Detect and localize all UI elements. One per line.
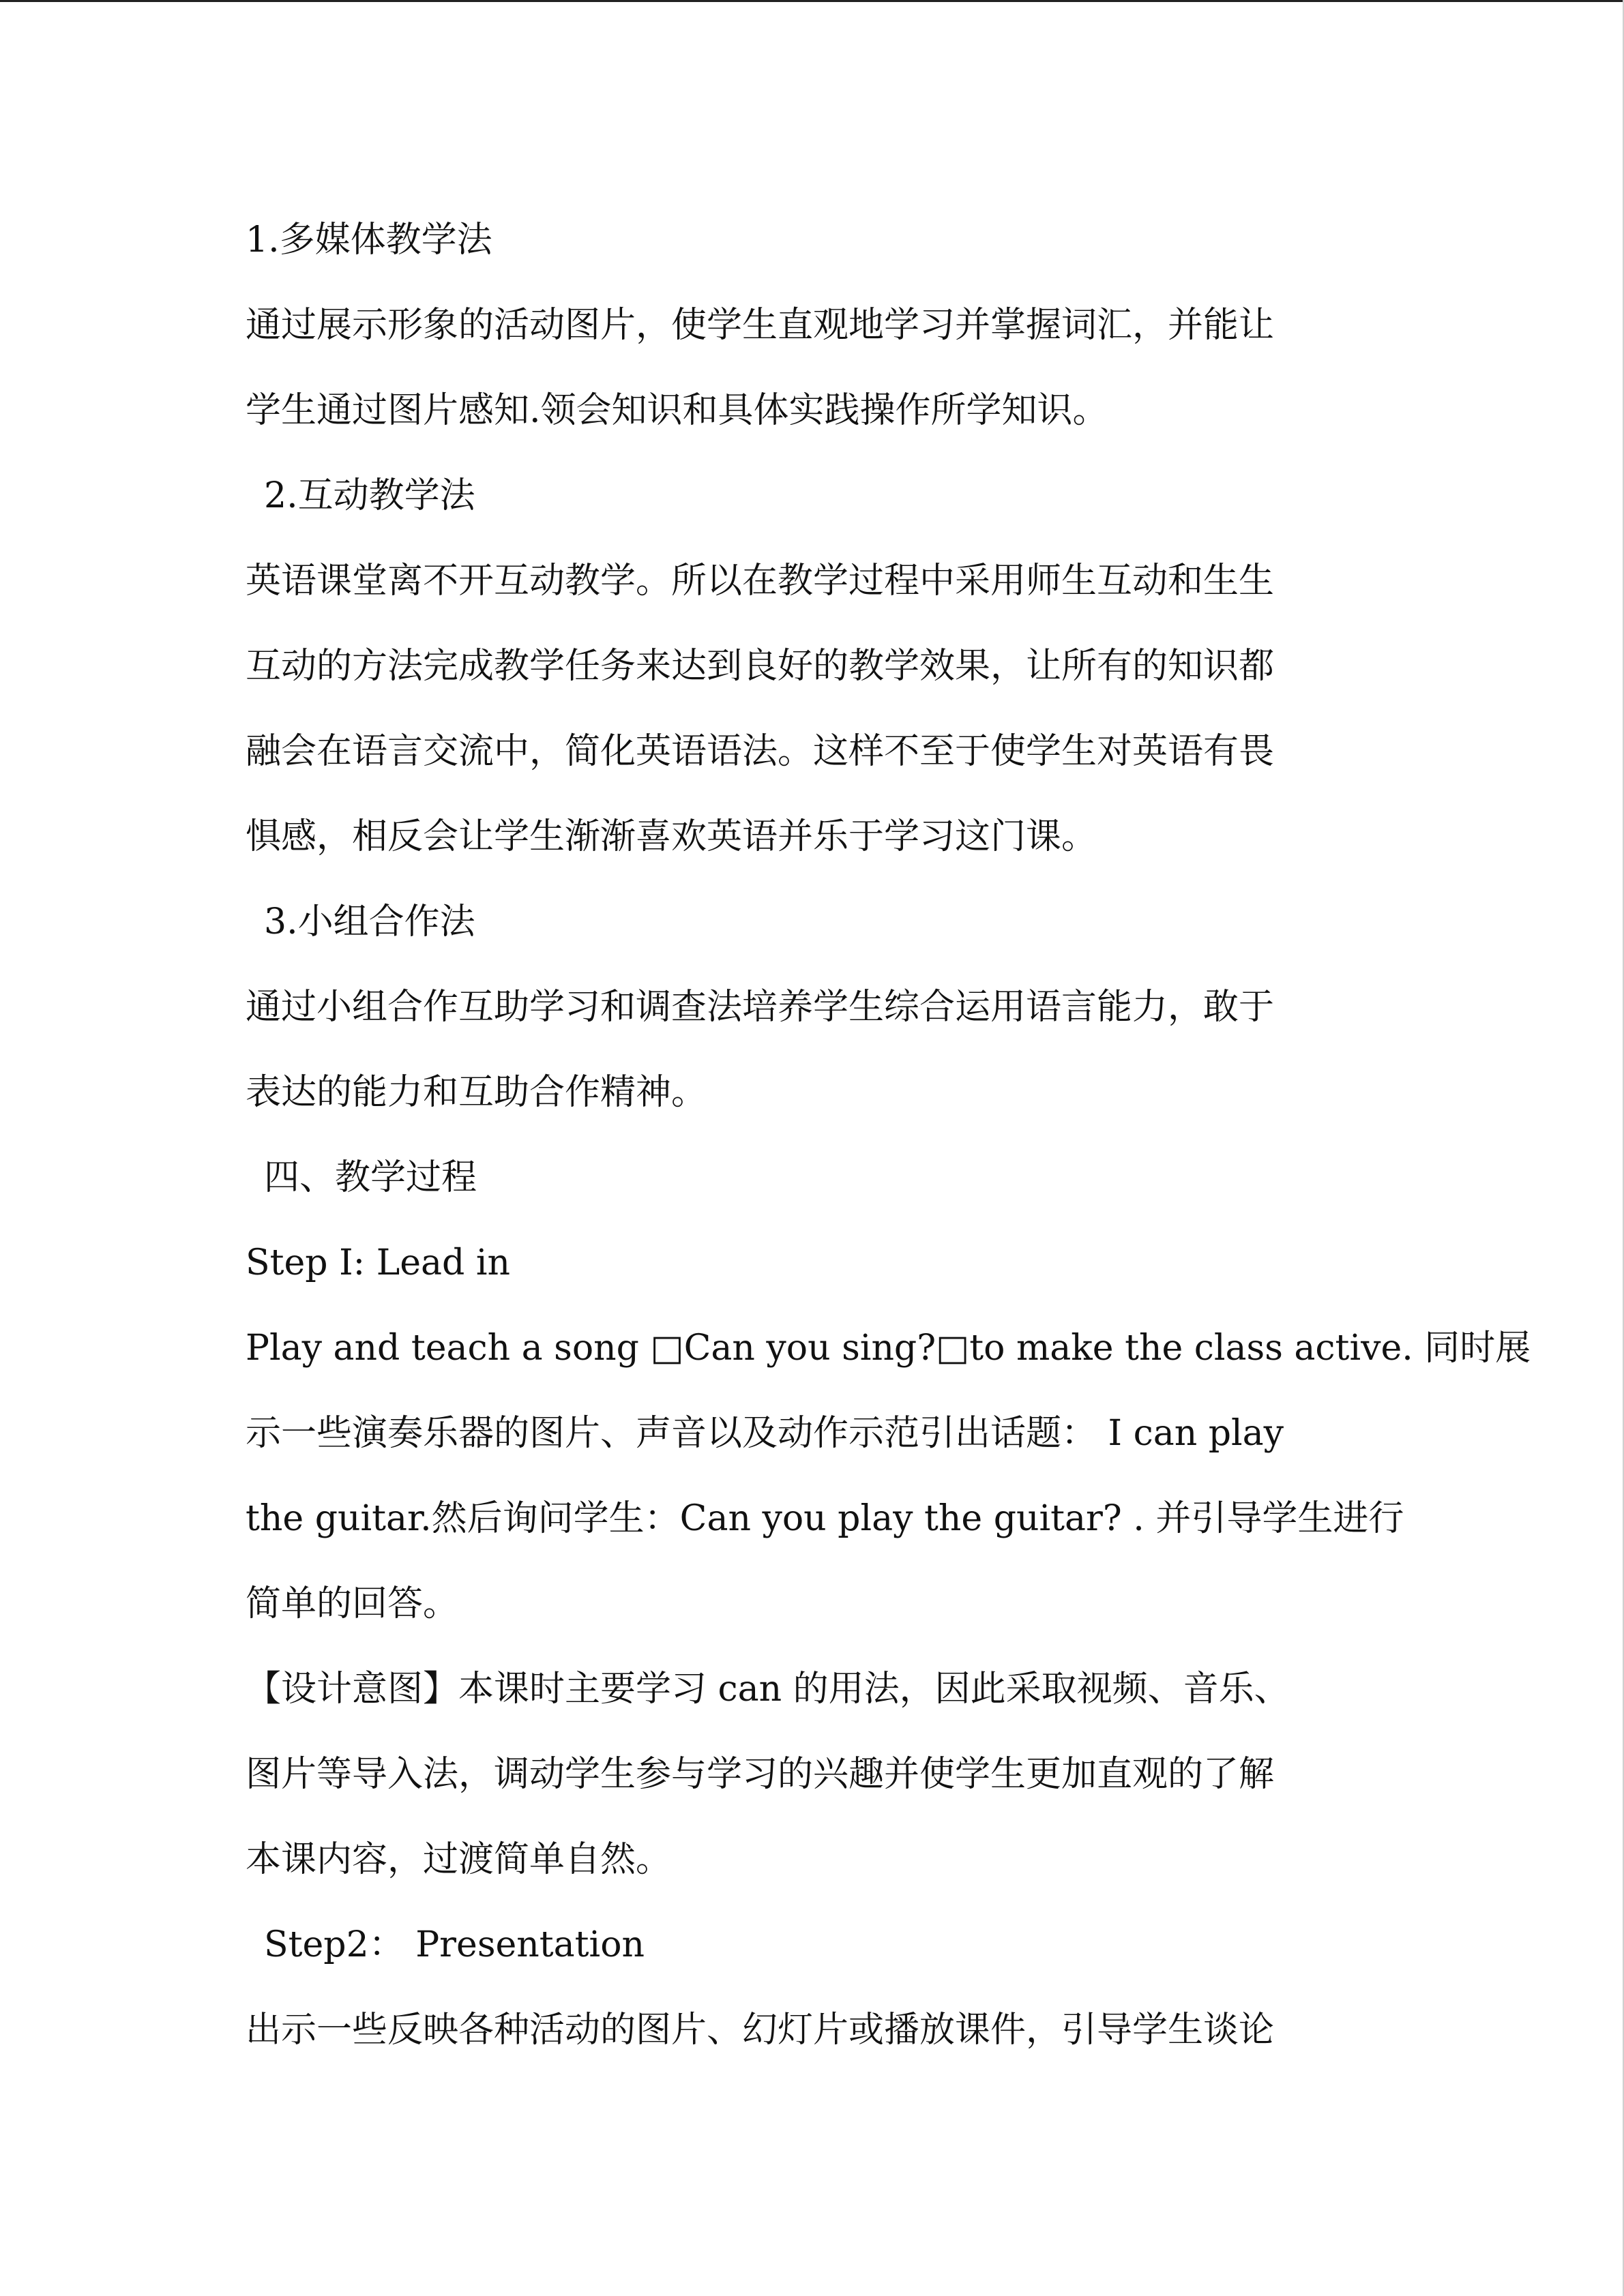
paragraph-line: the guitar.然后询问学生：Can you play the guitar? . 并引导学生进行 [246, 1498, 1404, 1539]
design-intent-line: 【设计意图】本课时主要学习 can 的用法，因此采取视频、音乐、 [246, 1669, 1290, 1710]
paragraph-line: 图片等导入法，调动学生参与学习的兴趣并使学生更加直观的了解 [246, 1754, 1275, 1795]
paragraph-line: 表达的能力和互助合作精神。 [246, 1072, 707, 1113]
paragraph-line: 融会在语言交流中，简化英语语法。这样不至于使学生对英语有畏 [246, 731, 1275, 772]
paragraph-line: 通过展示形象的活动图片，使学生直观地学习并掌握词汇，并能让 [246, 305, 1275, 346]
paragraph-line: 英语课堂离不开互动教学。所以在教学过程中采用师生互动和生生 [246, 561, 1275, 601]
paragraph-line: 惧感，相反会让学生渐渐喜欢英语并乐于学习这门课。 [246, 816, 1097, 857]
paragraph-line: 简单的回答。 [246, 1583, 459, 1624]
paragraph-line: Play and teach a song □Can you sing?□to make the class active. 同时展 [246, 1328, 1531, 1369]
paragraph-line: 出示一些反映各种活动的图片、幻灯片或播放课件，引导学生谈论 [246, 2010, 1275, 2051]
paragraph-line: 互动的方法完成教学任务来达到良好的教学效果，让所有的知识都 [246, 646, 1275, 687]
paragraph-line: 本课内容，过渡简单自然。 [246, 1839, 672, 1880]
paragraph-line: 学生通过图片感知.领会知识和具体实践操作所学知识。 [246, 390, 1108, 431]
heading-group-cooperation-method: 3.小组合作法 [264, 901, 475, 942]
heading-interactive-method: 2.互动教学法 [264, 475, 475, 516]
paragraph-line: 示一些演奏乐器的图片、声音以及动作示范引出话题： I can play [246, 1413, 1284, 1454]
step-heading-presentation: Step2： Presentation [264, 1924, 645, 1965]
paragraph-line: 通过小组合作互助学习和调查法培养学生综合运用语言能力，敢于 [246, 987, 1275, 1028]
step-heading-lead-in: Step Ⅰ: Lead in [246, 1242, 510, 1283]
section-heading-teaching-process: 四、教学过程 [264, 1157, 477, 1198]
heading-multimedia-method: 1.多媒体教学法 [246, 220, 492, 260]
